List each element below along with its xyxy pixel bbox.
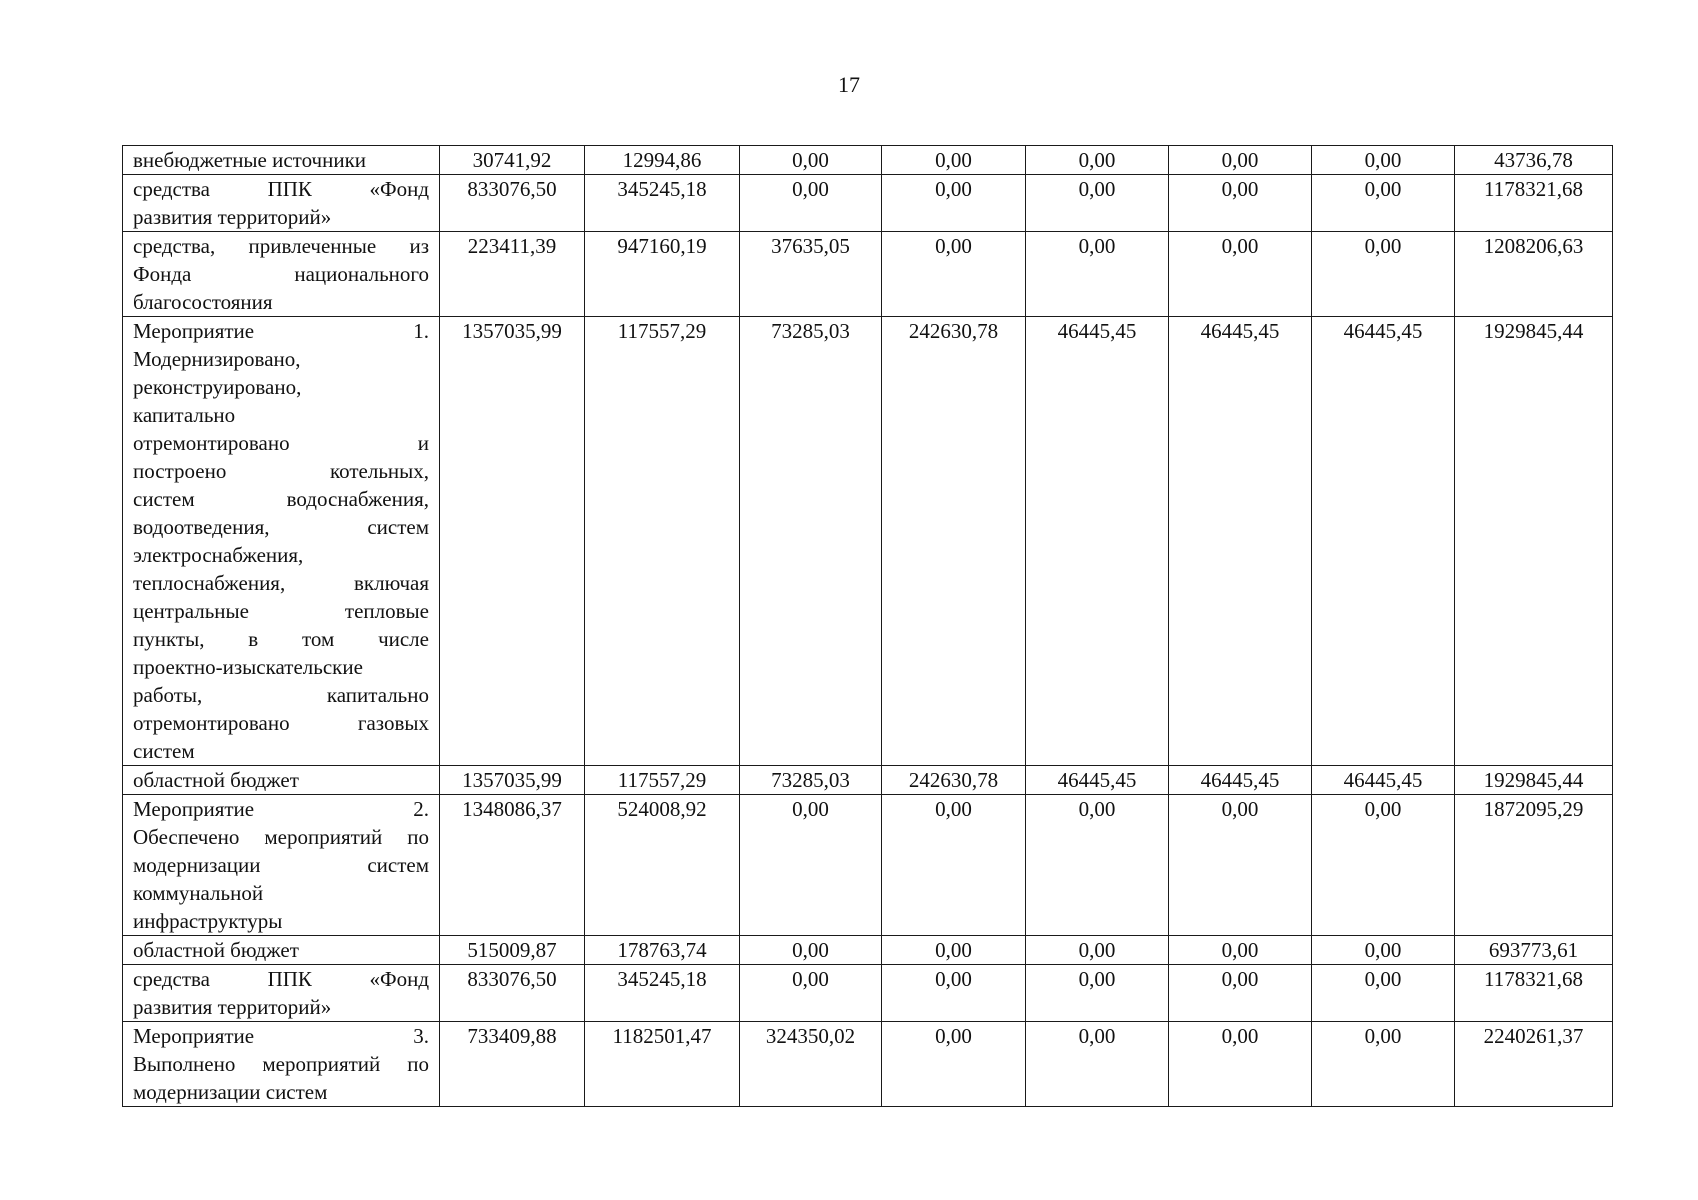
- row-value-cell: 0,00: [1169, 795, 1312, 936]
- row-label-line: Обеспечено мероприятий по: [133, 825, 429, 849]
- row-label-line: теплоснабжения, включая: [133, 571, 429, 595]
- row-value-cell: 0,00: [1312, 232, 1455, 317]
- row-label-line: благосостояния: [133, 290, 273, 314]
- row-value-cell: 0,00: [1169, 936, 1312, 965]
- row-label-line: средства, привлеченные из: [133, 234, 429, 258]
- row-label-line: Выполнено мероприятий по: [133, 1052, 429, 1076]
- row-label-line: центральные тепловые: [133, 599, 429, 623]
- row-total-cell: 1178321,68: [1455, 965, 1613, 1022]
- row-total-cell: 1929845,44: [1455, 317, 1613, 766]
- row-value-cell: 0,00: [740, 965, 882, 1022]
- row-label-line: построено котельных,: [133, 459, 429, 483]
- row-value-cell: 0,00: [1312, 146, 1455, 175]
- row-value-cell: 178763,74: [585, 936, 740, 965]
- row-value-cell: 0,00: [1026, 936, 1169, 965]
- row-value-cell: 0,00: [740, 936, 882, 965]
- row-label-line: областной бюджет: [133, 938, 299, 962]
- row-value-cell: 0,00: [882, 795, 1026, 936]
- row-value-cell: 0,00: [882, 146, 1026, 175]
- row-label-line: отремонтировано газовых: [133, 711, 429, 735]
- table-body: [123, 146, 1613, 1107]
- row-total-cell: 1178321,68: [1455, 175, 1613, 232]
- row-label-line: средства ППК «Фонд: [133, 177, 429, 201]
- row-label-cell: [123, 317, 440, 766]
- row-value-cell: 833076,50: [440, 965, 585, 1022]
- row-label-cell: [123, 965, 440, 1022]
- row-label-line: систем водоснабжения,: [133, 487, 429, 511]
- row-label-line: Мероприятие 2.: [133, 797, 429, 821]
- row-value-cell: 345245,18: [585, 965, 740, 1022]
- row-label-line: работы, капитально: [133, 683, 429, 707]
- row-label-line: областной бюджет: [133, 768, 299, 792]
- row-label-cell: [123, 175, 440, 232]
- row-value-cell: 223411,39: [440, 232, 585, 317]
- row-value-cell: 46445,45: [1026, 317, 1169, 766]
- row-value-cell: 0,00: [1169, 965, 1312, 1022]
- row-value-cell: 46445,45: [1026, 766, 1169, 795]
- row-label-line: внебюджетные источники: [133, 148, 367, 172]
- row-value-cell: 242630,78: [882, 766, 1026, 795]
- row-label-line: реконструировано,: [133, 375, 302, 399]
- row-label-cell: [123, 766, 440, 795]
- row-value-cell: 0,00: [1312, 936, 1455, 965]
- row-label-line: проектно-изыскательские: [133, 655, 363, 679]
- row-label-line: Фонда национального: [133, 262, 429, 286]
- row-label-cell: [123, 1022, 440, 1107]
- row-label-line: Мероприятие 3.: [133, 1024, 429, 1048]
- row-value-cell: 0,00: [1026, 1022, 1169, 1107]
- row-label-line: модернизации систем: [133, 1080, 328, 1104]
- row-label-cell: [123, 795, 440, 936]
- row-label-line: электроснабжения,: [133, 543, 304, 567]
- row-value-cell: 30741,92: [440, 146, 585, 175]
- row-label-line: Мероприятие 1.: [133, 319, 429, 343]
- row-label-line: Модернизировано,: [133, 347, 301, 371]
- row-label-line: развития территорий»: [133, 995, 332, 1019]
- row-value-cell: 0,00: [882, 965, 1026, 1022]
- row-value-cell: 117557,29: [585, 317, 740, 766]
- row-value-cell: 0,00: [1026, 795, 1169, 936]
- row-value-cell: 46445,45: [1312, 766, 1455, 795]
- row-total-cell: 1929845,44: [1455, 766, 1613, 795]
- table-row: [123, 1022, 1613, 1107]
- row-value-cell: 515009,87: [440, 936, 585, 965]
- row-label-line: коммунальной: [133, 881, 264, 905]
- row-value-cell: 0,00: [740, 146, 882, 175]
- row-value-cell: 324350,02: [740, 1022, 882, 1107]
- row-value-cell: 0,00: [1312, 965, 1455, 1022]
- row-value-cell: 1182501,47: [585, 1022, 740, 1107]
- row-label-line: модернизации систем: [133, 853, 429, 877]
- row-value-cell: 0,00: [1312, 175, 1455, 232]
- row-value-cell: 0,00: [1312, 795, 1455, 936]
- row-value-cell: 0,00: [882, 936, 1026, 965]
- row-value-cell: 0,00: [1026, 175, 1169, 232]
- row-label-line: капитально: [133, 403, 236, 427]
- table-row: [123, 936, 1613, 965]
- row-total-cell: 1208206,63: [1455, 232, 1613, 317]
- row-total-cell: 43736,78: [1455, 146, 1613, 175]
- row-value-cell: 947160,19: [585, 232, 740, 317]
- table-row: [123, 766, 1613, 795]
- table-row: [123, 175, 1613, 232]
- row-value-cell: 0,00: [1169, 1022, 1312, 1107]
- row-label-line: отремонтировано и: [133, 431, 429, 455]
- row-value-cell: 37635,05: [740, 232, 882, 317]
- budget-table: [122, 145, 1613, 1107]
- row-value-cell: 0,00: [882, 232, 1026, 317]
- row-value-cell: 46445,45: [1169, 317, 1312, 766]
- row-label-line: развития территорий»: [133, 205, 332, 229]
- row-value-cell: 73285,03: [740, 766, 882, 795]
- row-value-cell: 524008,92: [585, 795, 740, 936]
- table-row: [123, 795, 1613, 936]
- row-value-cell: 46445,45: [1169, 766, 1312, 795]
- row-value-cell: 73285,03: [740, 317, 882, 766]
- row-value-cell: 0,00: [1026, 146, 1169, 175]
- table-row: [123, 146, 1613, 175]
- table-row: [123, 317, 1613, 766]
- row-label-cell: [123, 232, 440, 317]
- row-label-line: средства ППК «Фонд: [133, 967, 429, 991]
- row-label-cell: [123, 936, 440, 965]
- row-label-line: инфраструктуры: [133, 909, 283, 933]
- row-total-cell: 2240261,37: [1455, 1022, 1613, 1107]
- row-value-cell: 0,00: [1026, 965, 1169, 1022]
- row-label-line: пункты, в том числе: [133, 627, 429, 651]
- table-row: [123, 965, 1613, 1022]
- row-value-cell: 0,00: [882, 175, 1026, 232]
- row-value-cell: 0,00: [740, 795, 882, 936]
- row-value-cell: 0,00: [740, 175, 882, 232]
- row-total-cell: 693773,61: [1455, 936, 1613, 965]
- row-value-cell: 733409,88: [440, 1022, 585, 1107]
- row-value-cell: 345245,18: [585, 175, 740, 232]
- row-value-cell: 1357035,99: [440, 317, 585, 766]
- row-value-cell: 1348086,37: [440, 795, 585, 936]
- row-value-cell: 0,00: [1169, 146, 1312, 175]
- row-value-cell: 1357035,99: [440, 766, 585, 795]
- row-value-cell: 12994,86: [585, 146, 740, 175]
- table-row: [123, 232, 1613, 317]
- row-label-line: систем: [133, 739, 195, 763]
- row-value-cell: 0,00: [1026, 232, 1169, 317]
- page-number: 17: [838, 72, 860, 97]
- row-value-cell: 0,00: [882, 1022, 1026, 1107]
- row-value-cell: 0,00: [1169, 232, 1312, 317]
- row-value-cell: 0,00: [1169, 175, 1312, 232]
- row-value-cell: 117557,29: [585, 766, 740, 795]
- row-value-cell: 242630,78: [882, 317, 1026, 766]
- row-total-cell: 1872095,29: [1455, 795, 1613, 936]
- row-value-cell: 0,00: [1312, 1022, 1455, 1107]
- row-value-cell: 833076,50: [440, 175, 585, 232]
- row-value-cell: 46445,45: [1312, 317, 1455, 766]
- row-label-line: водоотведения, систем: [133, 515, 429, 539]
- row-label-cell: [123, 146, 440, 175]
